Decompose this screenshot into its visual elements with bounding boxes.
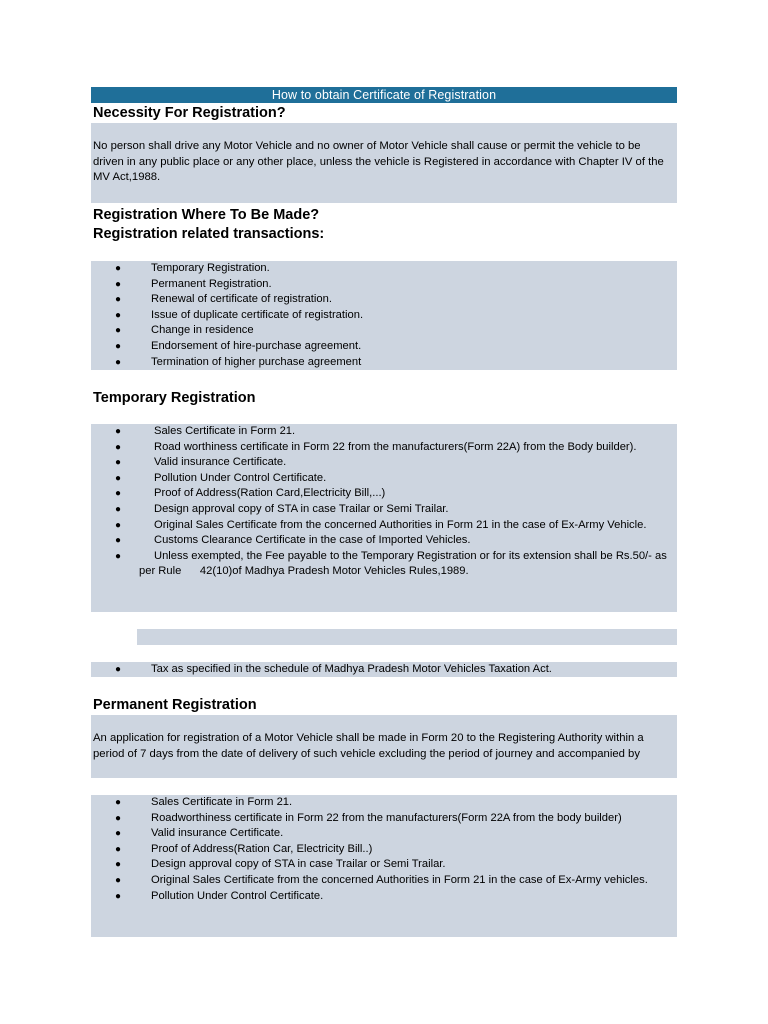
bullet-icon: ●: [115, 843, 122, 855]
transactions-heading: Registration related transactions:: [93, 226, 325, 242]
temporary-box: [91, 424, 677, 612]
bullet-icon: ●: [115, 488, 122, 500]
list-item: ● Issue of duplicate certificate of registration.: [91, 308, 677, 324]
list-item: ● Sales Certificate in Form 21.: [91, 795, 677, 811]
empty-shaded-row: [137, 629, 677, 645]
bullet-icon: ●: [115, 426, 122, 437]
necessity-heading: Necessity For Registration?: [93, 105, 286, 121]
necessity-box: [91, 123, 677, 203]
bullet-icon: ●: [115, 340, 122, 352]
necessity-text: No person shall drive any Motor Vehicle and no owner of Motor Vehicle shall cause or permit the vehicle to be driven in any public place or any other place, unless the vehicle is Registered in accordance with Chapter IV of the MV Act,1988.: [93, 140, 664, 183]
list-item: ● Roadworthiness certificate in Form 22 from the manufacturers(Form 22A from the body builder): [91, 811, 677, 827]
tax-list: [91, 662, 677, 678]
page-title: How to obtain Certificate of Registration: [91, 87, 677, 103]
temporary-heading: Temporary Registration: [93, 390, 256, 406]
list-item: ● Customs Clearance Certificate in the case of Imported Vehicles.: [91, 533, 677, 549]
bullet-icon: ●: [115, 519, 122, 531]
list-item: ● Unless exempted, the Fee payable to the Temporary Registration or for its extension shall be Rs.50/- as per Rule 42(10)of Madhya Pradesh Motor Vehicles Rules,1989.: [115, 549, 670, 578]
list-item: ● Tax as specified in the schedule of Madhya Pradesh Motor Vehicles Taxation Act.: [91, 662, 677, 678]
list-item: ● Proof of Address(Ration Car, Electricity Bill..): [91, 842, 677, 858]
bullet-icon: ●: [115, 797, 122, 808]
bullet-icon: ●: [115, 874, 122, 886]
list-item: ● Termination of higher purchase agreement: [91, 355, 677, 371]
list-item: ● Permanent Registration.: [91, 277, 677, 293]
bullet-icon: ●: [115, 263, 122, 274]
list-item: ● Pollution Under Control Certificate.: [91, 471, 677, 487]
tax-box: [91, 662, 677, 677]
list-item: ● Original Sales Certificate from the concerned Authorities in Form 21 in the case of Ex-Army Vehicle.: [91, 518, 677, 534]
bullet-icon: ●: [115, 859, 122, 871]
bullet-icon: ●: [115, 550, 122, 562]
list-item: ● Pollution Under Control Certificate.: [91, 889, 677, 905]
bullet-icon: ●: [115, 278, 122, 290]
bullet-icon: ●: [115, 535, 122, 547]
bullet-icon: ●: [115, 309, 122, 321]
bullet-icon: ●: [115, 441, 122, 453]
bullet-icon: ●: [115, 664, 122, 675]
bullet-icon: ●: [115, 472, 122, 484]
bullet-icon: ●: [115, 457, 122, 469]
bullet-icon: ●: [115, 890, 122, 902]
permanent-list: [91, 795, 677, 904]
list-item: ● Temporary Registration.: [91, 261, 677, 277]
list-item: ● Valid insurance Certificate.: [91, 826, 677, 842]
permanent-box: [91, 795, 677, 937]
list-item: ● Valid insurance Certificate.: [91, 455, 677, 471]
list-item: ● Renewal of certificate of registration.: [91, 292, 677, 308]
transactions-box: [91, 261, 677, 370]
permanent-heading: Permanent Registration: [93, 697, 257, 713]
list-item: ● Design approval copy of STA in case Trailar or Semi Trailar.: [91, 857, 677, 873]
bullet-icon: ●: [115, 828, 122, 840]
bullet-icon: ●: [115, 503, 122, 515]
list-item: ● Original Sales Certificate from the concerned Authorities in Form 21 in the case of Ex-Army vehicles.: [91, 873, 677, 889]
permanent-intro-box: [91, 715, 677, 778]
transactions-list: [91, 261, 677, 370]
bullet-icon: ●: [115, 325, 122, 337]
list-item: ● Sales Certificate in Form 21.: [91, 424, 677, 440]
list-item: ● Endorsement of hire-purchase agreement.: [91, 339, 677, 355]
permanent-text: An application for registration of a Motor Vehicle shall be made in Form 20 to the Registering Authority within a period of 7 days from the date of delivery of such vehicle excluding the period of journey and accompanied by: [93, 732, 644, 760]
list-item: ● Change in residence: [91, 323, 677, 339]
where-heading: Registration Where To Be Made?: [93, 207, 320, 223]
list-item: ● Proof of Address(Ration Card,Electricity Bill,...): [91, 486, 677, 502]
bullet-icon: ●: [115, 812, 122, 824]
temporary-list: [91, 424, 677, 580]
list-item: ● Design approval copy of STA in case Trailar or Semi Trailar.: [91, 502, 677, 518]
list-item: ● Road worthiness certificate in Form 22 from the manufacturers(Form 22A) from the Body builder).: [91, 440, 677, 456]
bullet-icon: ●: [115, 356, 122, 368]
bullet-icon: ●: [115, 294, 122, 306]
